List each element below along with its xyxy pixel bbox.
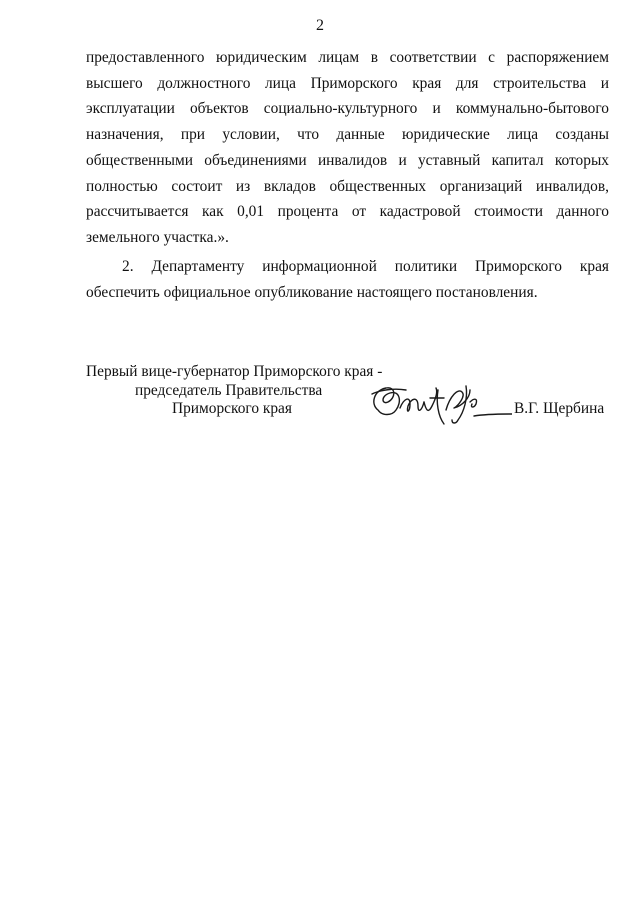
handwritten-signature [366,380,512,432]
signer-title-line-3: Приморского края [172,400,292,417]
paragraph-continuation: предоставленного юридическим лицам в соответствии с распоряжением высшего должностного лица Приморского края для строительства и эксплуатации объектов социально-культурного и коммунально-бытового назначения, при условии, что данные юридические лица созданы общественными объединениями инвалидов и уставный капитал которых полностью состоит из вкладов общественных организаций инвалидов, рассчитывается как 0,01 процента от кадастровой стоимости данного земельного участка.». [86,49,609,246]
paragraph-item-2: 2. Департаменту информационной политики Приморского края обеспечить официальное опубликование настоящего постановления. [86,258,609,301]
signer-title-line-1: Первый вице-губернатор Приморского края - [86,363,383,380]
signer-title-line-2: председатель Правительства [135,382,323,399]
signer-name: В.Г. Щербина [514,400,605,417]
page-number: 2 [316,17,324,34]
